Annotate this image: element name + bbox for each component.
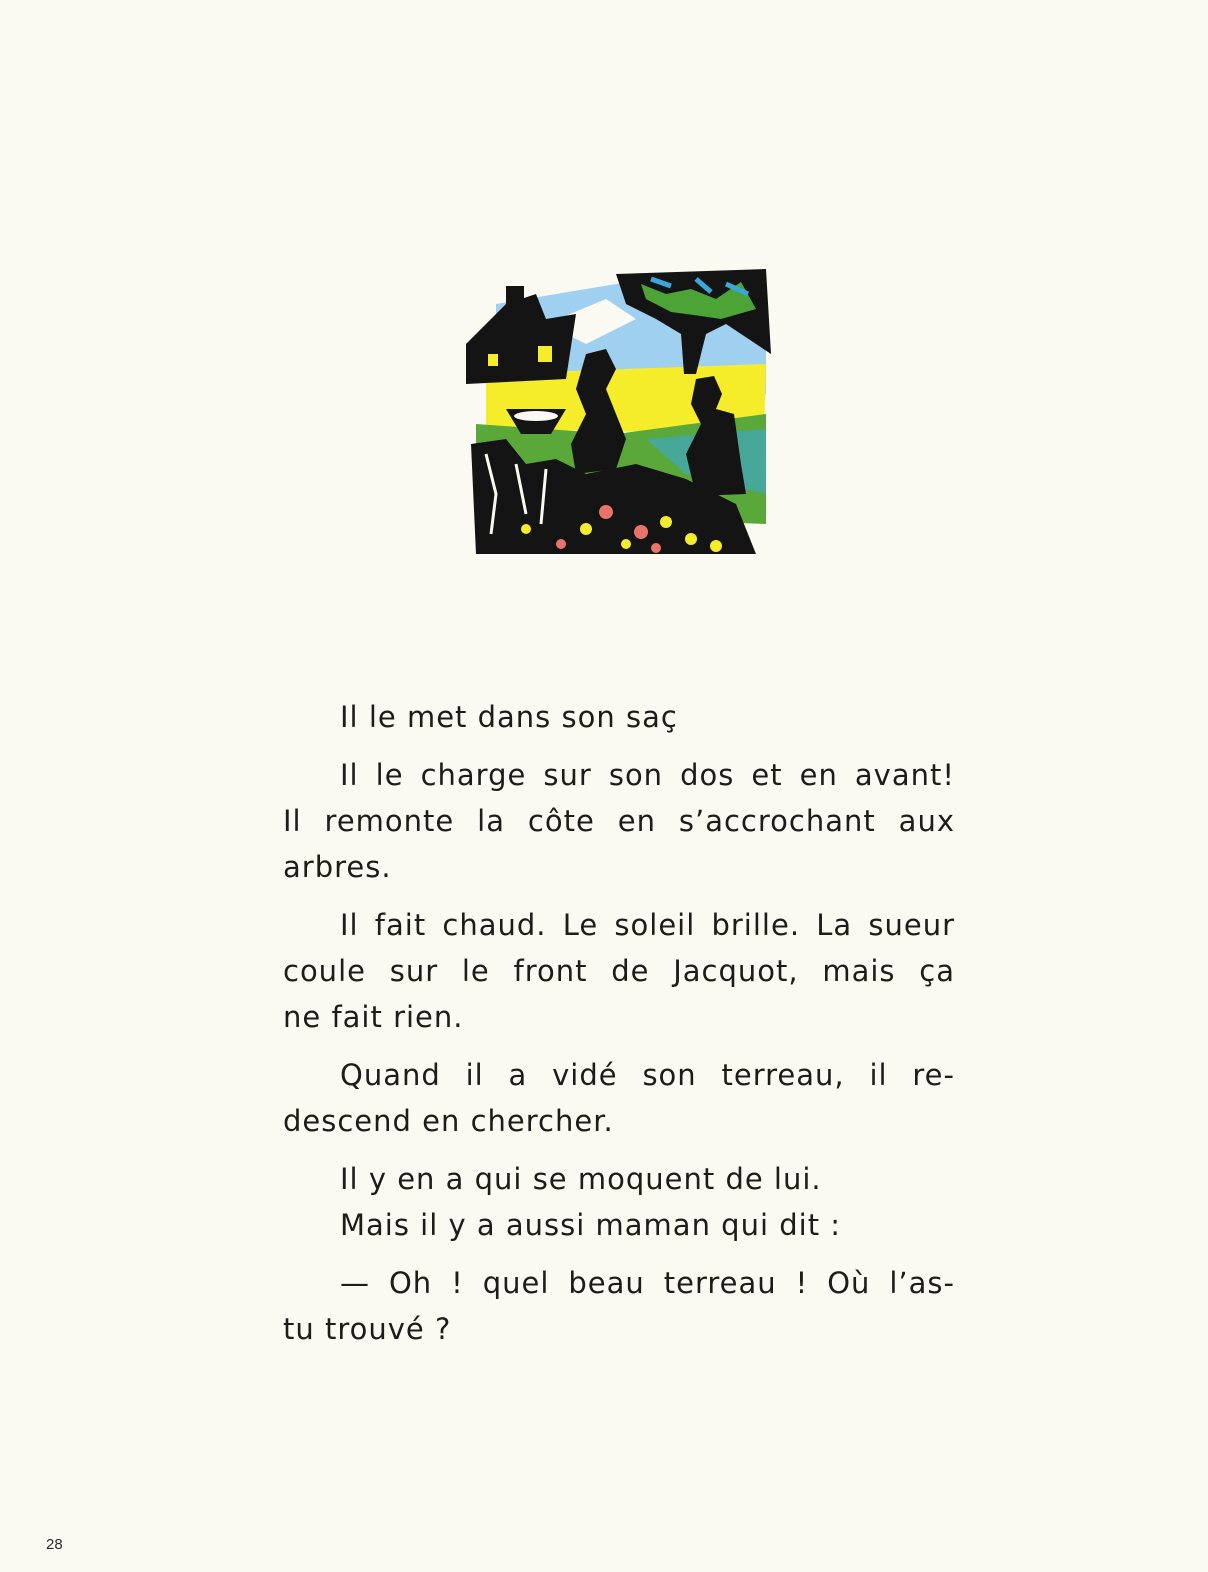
text-line: arbres. <box>283 850 392 884</box>
text-line: Il le met dans son saç <box>340 700 678 734</box>
text-line: Il le charge sur son dos et en avant! <box>340 758 955 792</box>
paragraph <box>283 902 955 1040</box>
text-line: Mais il y a aussi maman qui dit : <box>340 1208 842 1242</box>
text-line: descend en chercher. <box>283 1104 614 1138</box>
paragraph <box>283 1156 955 1202</box>
paragraph <box>283 752 955 890</box>
paragraph <box>283 1052 955 1144</box>
page-number: 28 <box>46 1536 63 1553</box>
text-line: tu trouvé ? <box>283 1312 452 1346</box>
story-text <box>283 694 955 1364</box>
woodcut-garden-scene-icon <box>466 264 774 560</box>
text-line: ne fait rien. <box>283 1000 464 1034</box>
paragraph <box>283 1260 955 1352</box>
text-line: Quand il a vidé son terreau, il re- <box>340 1058 955 1092</box>
text-line: Il remonte la côte en s’accrochant aux <box>283 804 955 838</box>
text-line: coule sur le front de Jacquot, mais ça <box>283 954 955 988</box>
paragraph <box>283 1202 955 1248</box>
text-line: Il y en a qui se moquent de lui. <box>340 1162 822 1196</box>
text-line: Il fait chaud. Le soleil brille. La sueur <box>340 908 955 942</box>
text-line: — Oh ! quel beau terreau ! Où l’as- <box>340 1266 955 1300</box>
paragraph <box>283 694 955 740</box>
